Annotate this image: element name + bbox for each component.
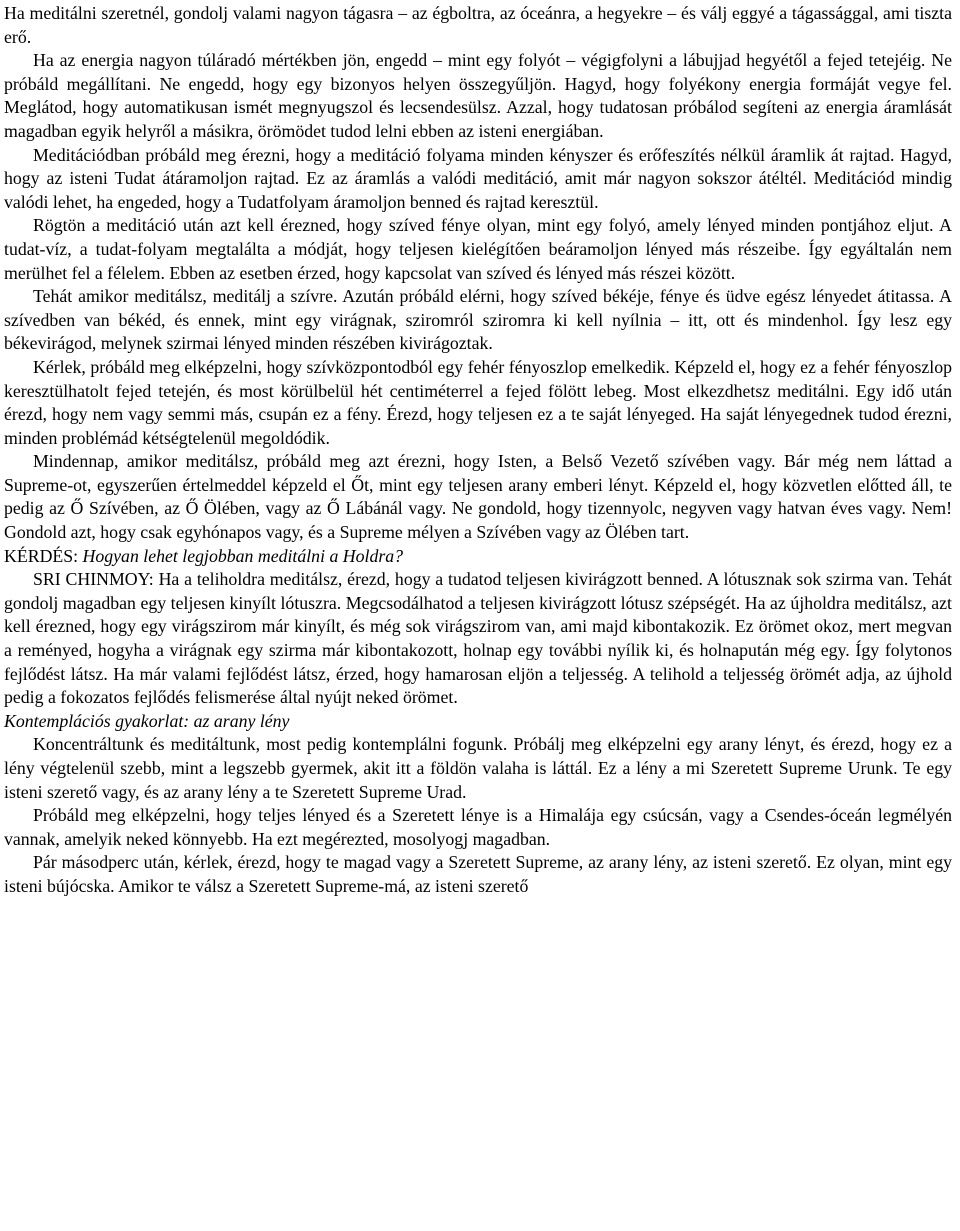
answer-paragraph: SRI CHINMOY: Ha a teliholdra meditálsz, érezd, hogy a tudatod teljesen kivirágzott benned. A lótusznak sok szirma van. Tehát gondolj magadban egy teljesen kinyílt lótuszra. Megcsodálhatod a teljesen kivirágzott lótusz szépségét. Ha az újholdra meditálsz, azt kell érezned, hogy egy virágszirom már kinyílt, és még sok virágszirom van, ami majd kibontakozik. Ez örömet okoz, mert megvan a reményed, hogyha a virágnak egy szirma már kibontakozott, holnap egy további nyílik ki, és holnapután még egy. Így folytonos fejlődést látsz. Ha már valami fejlődést látsz, érzed, hogy hamarosan eljön a teljesség. A telihold a teljesség örömét adja, az újhold pedig a fokozatos fejlődés felismerése által nyújt neked örömet. — [4, 569, 952, 708]
question-line — [4, 545, 952, 569]
paragraph: Ha meditálni szeretnél, gondolj valami nagyon tágasra – az égboltra, az óceánra, a hegyekre – és válj eggyé a tágassággal, ami tiszta erő. — [4, 3, 952, 47]
paragraph: Meditációdban próbáld meg érezni, hogy a meditáció folyama minden kényszer és erőfeszítés nélkül áramlik át rajtad. Hagyd, hogy az isteni Tudat átáramoljon rajtad. Ez az áramlás a valódi meditáció, amit már nagyon sokszor átéltél. Meditációd mindig valódi lehet, ha engeded, hogy a Tudatfolyam áramoljon benned és rajtad keresztül. — [4, 144, 952, 212]
paragraph: Rögtön a meditáció után azt kell érezned, hogy szíved fénye olyan, mint egy folyó, amely lényed minden pontjához eljut. A tudat-víz, a tudat-folyam megtalálta a módját, hogy teljesen kielégítően beáramoljon lényed más részeibe. Így egyáltalán nem merülhet fel a félelem. Ebben az esetben érzed, hogy kapcsolat van szíved és lényed más részei között. — [4, 215, 952, 283]
paragraph: Mindennap, amikor meditálsz, próbáld meg azt érezni, hogy Isten, a Belső Vezető szívében vagy. Bár még nem láttad a Supreme-ot, egyszerűen értelmeddel képzeld el Őt, mint egy teljesen arany emberi lényt. Képzeld el, hogy közvetlen előtted áll, te pedig az Ő Szívében, az Ő Ölében, vagy az Ő Lábánál vagy. Ne gondold, hogy tizennyolc, negyven vagy hatvan éves vagy. Nem! Gondold azt, hogy csak egyhónapos vagy, és a Supreme mélyen a Szívében vagy az Ölében tart. — [4, 451, 952, 543]
paragraph: Koncentráltunk és meditáltunk, most pedig kontemplálni fogunk. Próbálj meg elképzelni egy arany lényt, és érezd, hogy ez a lény végtelenül szebb, mint a legszebb gyermek, akit itt a földön valaha is láttál. Ez a lény a mi Szeretett Supreme Urunk. Te egy isteni szerető vagy, és az arany lény a te Szeretett Supreme Urad. — [4, 734, 952, 802]
paragraph: Ha az energia nagyon túláradó mértékben jön, engedd – mint egy folyót – végigfolyni a lábujjad hegyétől a fejed tetejéig. Ne próbáld megállítani. Ne engedd, hogy egy bizonyos helyen összegyűljön. Hagyd, hogy folyékony energia formáját vegye fel. Meglátod, hogy automatikusan ismét megnyugszol és lecsendesülsz. Azzal, hogy tudatosan próbálod segíteni az energia áramlását magadban egyik helyről a másikra, örömödet tudod lelni ebben az isteni energiában. — [4, 50, 952, 141]
paragraph: Próbáld meg elképzelni, hogy teljes lényed és a Szeretett lénye is a Himalája egy csúcsán, vagy a Csendes-óceán legmélyén vannak, amelyik neked könnyebb. Ha ezt megérezted, mosolyogj magadban. — [4, 805, 952, 849]
question-label: KÉRDÉS: — [4, 545, 83, 566]
paragraph: Kérlek, próbáld meg elképzelni, hogy szívközpontodból egy fehér fényoszlop emelkedik. Képzeld el, hogy ez a fehér fényoszlop keresztülhatolt fejed tetején, és most körülbelül hét centiméterrel a fejed fölött lebeg. Most elkezdhetsz meditálni. Egy idő után érezd, hogy nem vagy semmi más, csupán ez a fény. Érezd, hogy teljesen ez a te saját lényeged. Ha saját lényegednek tudod érezni, minden problémád kétségtelenül megoldódik. — [4, 356, 952, 448]
paragraph: Pár másodperc után, kérlek, érezd, hogy te magad vagy a Szeretett Supreme, az arany lény, az isteni szerető. Ez olyan, mint egy isteni bújócska. Amikor te válsz a Szeretett Supreme-má, az isteni szerető — [4, 852, 952, 896]
paragraph: Tehát amikor meditálsz, meditálj a szívre. Azután próbáld elérni, hogy szíved békéje, fénye és üdve egész lényedet átitassa. A szívedben van békéd, és ennek, mint egy virágnak, sziromról sziromra ki kell nyílnia – itt, ott és mindenhol. Így lesz egy békevirágod, melynek szirmai lényed minden részében kivirágoztak. — [4, 286, 952, 354]
question-text: Hogyan lehet legjobban meditálni a Holdra? — [82, 545, 404, 566]
section-heading: Kontemplációs gyakorlat: az arany lény — [4, 710, 290, 731]
